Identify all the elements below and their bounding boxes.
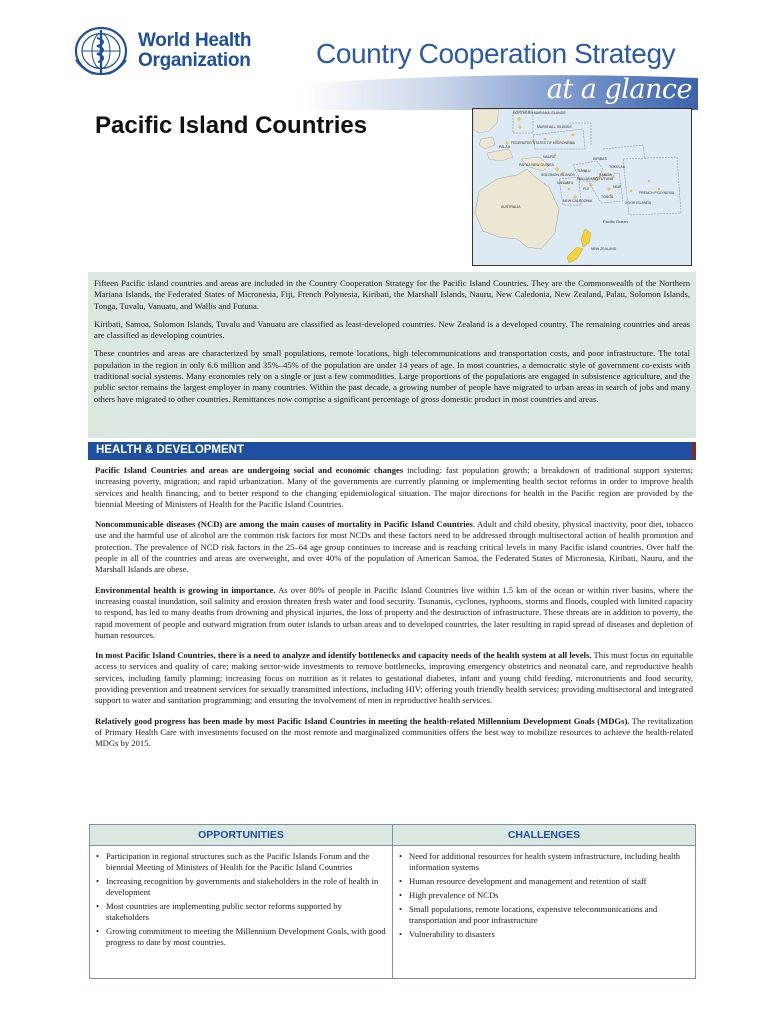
map-label: PAPUA NEW GUINEA: [519, 163, 554, 167]
paragraph-text: . Adult and child obesity, physical inactivity, poor diet, tobacco use and the harmful use of alcohol are the common risk factors for most NCDs and these factors need to be addressed through multisectoral action of health promotion and protection. The prevalence of NCD risk factors in the 25–64 age group continues to increase and is reaching critical levels in many Pacific island countries. Over half the people in all of the countries and areas are overweight, and over 40% of the population of American Samoa, the Federated States of Micronesia, Kiribati, Nauru, and the Marshall Islands are obese.: [95, 519, 693, 575]
map-label: NAURU: [543, 155, 556, 159]
paragraph-text: As over 80% of people in Pacific Island Countries live within 1.5 km of the ocean or within river basins, where the increasing coastal inundation, soil salinity and erosion threaten fresh water and food security. Tsunamis, cyclones, typhoons, storms and floods, coupled with limited capacity to respond, has led to many deaths from drowning and physical injuries, the loss of property and the destruction of infrastructure. These threats are in addition to poverty, the rapid movement of people and outward migration from outer islands to urban areas and to developed countries, the later resulting in rapid spread of diseases and depletion of human resources.: [95, 584, 693, 640]
map-label: NEW CALEDONIA: [563, 199, 593, 203]
paragraph-text: including: fast population growth; a breakdown of traditional support systems; increasing poverty, migration; and rapid urbanization. Many of the governments are currently planning or implementing health sector reforms in order to improve health services and health financing, and to better respond to the changing epidemiological situation. The major directions for health in the Pacific region are provided by the biennial Meeting of Ministers of Health for the Pacific Island Countries.: [95, 465, 694, 509]
map-label: FEDERATED STATES OF MICRONESIA: [511, 141, 575, 145]
list-item: • Participation in regional structures such as the Pacific Islands Forum and the biennial Meeting of Ministers of Health for the Pacific Island Countries: [96, 851, 386, 873]
list-item: • Increasing recognition by governments and stakeholders in the role of health in development: [96, 876, 386, 898]
map-label: NEW ZEALAND: [591, 247, 617, 251]
page-title: Pacific Island Countries: [95, 112, 368, 139]
series-title: Country Cooperation Strategy: [316, 38, 676, 69]
map-label: KIRIBATI: [593, 157, 608, 161]
intro-paragraph: These countries and areas are characterized by small populations, remote locations, high telecommunications and transportation costs, and poor infrastructure. The total population in the region in only 6.6 million and 35%–45% of the population are under 14 years of age. In most countries, a democratic style of government co-exists with traditional social systems. Many economies rely on a single or just a few commodities. Large proportions of the populations are engaged in subsistence agriculture, and the public sector remains the largest employer in many countries. Within the past decade, a growing number of people have migrated to urban areas in search of jobs and many others have migrated to other countries. Remittances now comprise a significant percentage of gross domestic product in most countries and areas.: [94, 348, 690, 404]
map-label: TONGA: [601, 195, 614, 199]
map-label: NIUE: [613, 185, 622, 189]
list-item: • Most countries are implementing public sector reforms supported by stakeholders: [96, 901, 386, 923]
opportunities-list: [90, 846, 392, 948]
intro-paragraph: Kiribati, Samoa, Solomon Islands, Tuvalu and Vanuatu are classified as least-developed countries. New Zealand is a developed country. The remaining countries and areas are classified as developing countries.: [94, 318, 690, 341]
opportunities-heading: OPPORTUNITIES: [90, 825, 392, 846]
list-item: • Small populations, remote locations, expensive telecommunications and transportation and poor infrastructure: [399, 904, 689, 926]
challenges-list: [393, 846, 695, 940]
paragraph-lead: Noncommunicable diseases (NCD) are among the main causes of mortality in Pacific Island Countries: [95, 519, 473, 530]
section-header: HEALTH & DEVELOPMENT: [88, 442, 696, 460]
intro-panel: [88, 272, 696, 438]
who-logo: [70, 24, 251, 78]
list-item: • Need for additional resources for health system infrastructure, including health information systems: [399, 851, 689, 873]
map-label: COOK ISLANDS: [625, 201, 652, 205]
paragraph-text: The revitalization of Primary Health Care with investments focused on the most remote and marginalized communities offers the best way to mobilize resources to achieve the health-related MDGs by 2015.: [95, 715, 693, 749]
body-paragraph: [95, 519, 693, 575]
map-label: TUVALU: [577, 169, 591, 173]
map-label: WALLIS AND FUTUNA: [577, 177, 614, 181]
list-item: • Human resource development and management and retention of staff: [399, 876, 689, 887]
paragraph-lead: In most Pacific Island Countries, there is a need to analyze and identify bottlenecks and capacity needs of the health system at all levels.: [95, 650, 592, 661]
paragraph-lead: Environmental health is growing in importance.: [95, 584, 276, 595]
challenges-column: [393, 825, 695, 978]
opportunities-column: [90, 825, 393, 978]
opportunities-challenges-table: [89, 824, 696, 979]
map-label: FRENCH POLYNESIA: [639, 191, 675, 195]
body-paragraph: [95, 716, 693, 750]
series-banner: [300, 74, 698, 110]
series-subtitle: at a glance: [546, 74, 692, 105]
list-item: • Growing commitment to meeting the Millennium Development Goals, with good progress to date by most countries.: [96, 926, 386, 948]
map-label: PALAU: [499, 145, 511, 149]
list-item: • High prevalence of NCDs: [399, 890, 689, 901]
map-label: VANUATU: [557, 181, 574, 185]
body-paragraph: [95, 650, 693, 706]
map-label: FIJI: [583, 187, 589, 191]
map-label: AUSTRALIA: [501, 205, 521, 209]
map-label: Pacific Ocean: [603, 219, 628, 224]
map-label: MARSHALL ISLANDS: [537, 125, 572, 129]
body-paragraph: [95, 585, 693, 641]
org-name-line1: World Health: [138, 30, 252, 51]
challenges-heading: CHALLENGES: [393, 825, 695, 846]
paragraph-lead: Relatively good progress has been made by most Pacific Island Countries in meeting the health-related Millennium Development Goals (MDGs).: [95, 715, 630, 726]
list-item: • Vulnerability to disasters: [399, 929, 689, 940]
region-map: [472, 108, 692, 266]
health-development-body: [95, 465, 693, 759]
intro-paragraph: Fifteen Pacific island countries and areas are included in the Country Cooperation Strategy for the Pacific Island Countries. They are the Commonwealth of the Northern Mariana Islands, the Federated States of Micronesia, Fiji, French Polynesia, Kiribati, the Marshall Islands, Nauru, New Caledonia, New Zealand, Palau, Solomon Islands, Tonga, Tuvalu, Vanuatu, and Wallis and Futuna.: [94, 278, 690, 311]
paragraph-text: This must focus on equitable access to services and quality of care; making sector-wide investments to remove bottlenecks, improving emergency obstetrics and neonatal care, and reproductive health services, including family planning; increasing focus on nutrition as it relates to gestational diabetes, infant and young child feeding, micronutrients and food security, providing prevention and treatment services for sexually transmitted infections, including HIV; offering youth friendly health services; providing multisectoral and integrated support to water and sanitation programming; and ensuring the involvement of men in reproductive health services.: [95, 650, 693, 706]
map-label: SOLOMON ISLANDS: [541, 173, 575, 177]
org-name-line2: Organization: [138, 50, 251, 71]
body-paragraph: [95, 465, 693, 510]
map-label: SAMOA: [599, 173, 612, 177]
map-label: NORTHERN MARIANA ISLANDS: [513, 111, 566, 115]
map-label: TOKELAU: [609, 165, 626, 169]
paragraph-lead: Pacific Island Countries and areas are undergoing social and economic changes: [95, 465, 404, 475]
who-emblem-icon: [70, 24, 132, 78]
